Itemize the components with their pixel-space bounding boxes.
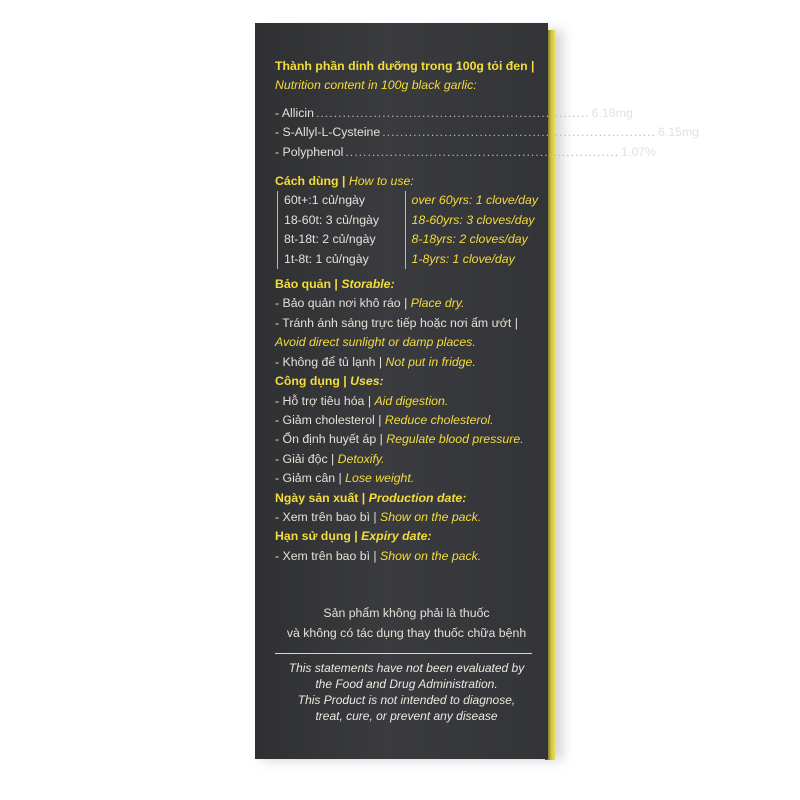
nutrition-row: - Allicin .............................................................. 6.18mg <box>275 105 633 120</box>
dosage-vi: 18-60t: 3 củ/ngày <box>284 212 380 227</box>
dosage-en: over 60yrs: 1 clove/day <box>411 193 538 208</box>
production-line: - Xem trên bao bì | Show on the pack. <box>275 509 482 524</box>
uses-heading: Công dụng | Uses: <box>275 374 384 389</box>
uses-item: - Giảm cân | Lose weight. <box>275 471 415 486</box>
expiry-heading: Hạn sử dụng | Expiry date: <box>275 529 432 544</box>
uses-item: - Hỗ trợ tiêu hóa | Aid digestion. <box>275 393 449 408</box>
dosage-vi: 1t-8t: 1 củ/ngày <box>284 251 369 266</box>
dosage-en: 8-18yrs: 2 cloves/day <box>411 232 528 247</box>
dosage-vi: 60t+:1 củ/ngày <box>284 193 366 208</box>
nutrition-row: - S-Allyl-L-Cysteine .............................................................. 6.15mg <box>275 125 700 140</box>
uses-item: - Giải độc | Detoxify. <box>275 451 385 466</box>
storage-line: - Bảo quản nơi khô ráo | Place dry. <box>275 296 465 311</box>
production-heading: Ngày sản xuất | Production date: <box>275 490 467 505</box>
nutrition-title-en: Nutrition content in 100g black garlic: <box>275 78 477 93</box>
expiry-line: - Xem trên bao bì | Show on the pack. <box>275 548 482 563</box>
storage-heading: Bảo quản | Storable: <box>275 277 395 292</box>
notice-line-1: Sản phẩm không phải là thuốc <box>323 606 490 621</box>
notice-line-2: và không có tác dụng thay thuốc chữa bệnh <box>286 625 527 640</box>
uses-item: - Giảm cholesterol | Reduce cholesterol. <box>275 412 494 427</box>
divider <box>275 653 532 654</box>
storage-line: - Tránh ánh sáng trực tiếp hoặc nơi ẩm ướt | <box>275 315 518 330</box>
product-box-back <box>255 23 700 759</box>
nutrition-title-vi: Thành phần dinh dưỡng trong 100g tỏi đen | <box>275 59 535 73</box>
nutrition-row: - Polyphenol .............................................................. 1.07% <box>275 144 657 159</box>
dosage-vi: 8t-18t: 2 củ/ngày <box>284 232 376 247</box>
storage-line-en: Avoid direct sunlight or damp places. <box>275 335 476 350</box>
uses-item: - Ổn định huyết áp | Regulate blood pressure. <box>275 432 524 447</box>
dosage-en: 18-60yrs: 3 cloves/day <box>411 212 535 227</box>
how-to-use-heading: Cách dùng | How to use: <box>275 174 414 189</box>
fda-disclaimer: This statements have not been evaluated by the Food and Drug Administration. This Product is not intended to diagnose, treat, cure, or prevent any disease <box>288 660 525 723</box>
dosage-en: 1-8yrs: 1 clove/day <box>411 251 515 266</box>
dosage-table <box>275 191 538 269</box>
storage-line: - Không để tủ lạnh | Not put in fridge. <box>275 354 476 369</box>
